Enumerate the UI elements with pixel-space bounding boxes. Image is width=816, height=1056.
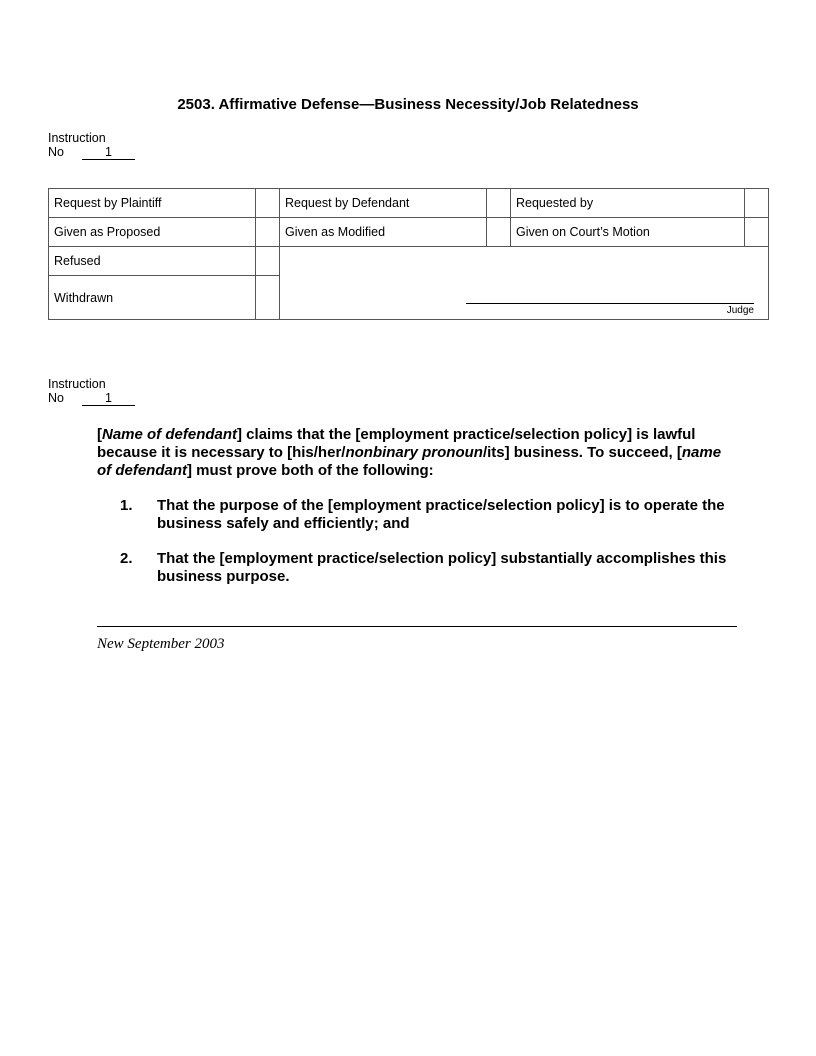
given-as-modified-label: Given as Modified bbox=[280, 218, 487, 247]
instruction-label: Instruction bbox=[48, 377, 106, 391]
given-as-proposed-label: Given as Proposed bbox=[49, 218, 256, 247]
requested-by-checkbox[interactable] bbox=[745, 189, 769, 218]
list-item bbox=[120, 550, 740, 586]
given-on-courts-motion-label: Given on Court’s Motion bbox=[511, 218, 745, 247]
refused-label: Refused bbox=[49, 247, 256, 276]
instruction-number-block bbox=[48, 131, 135, 160]
no-label: No bbox=[48, 391, 64, 405]
given-as-modified-checkbox[interactable] bbox=[487, 218, 511, 247]
request-by-defendant-checkbox[interactable] bbox=[487, 189, 511, 218]
page-title: 2503. Affirmative Defense—Business Necessity/Job Relatedness bbox=[177, 96, 639, 113]
instruction-body-paragraph: [Name of defendant] claims that the [employment practice/selection policy] is lawful because it is necessary to [his/her/nonbinary pronoun/its] business. To succeed, [name of defendant] must prove both of the following: bbox=[97, 426, 722, 479]
withdrawn-checkbox[interactable] bbox=[256, 276, 280, 320]
requested-by-label: Requested by bbox=[511, 189, 745, 218]
refused-checkbox[interactable] bbox=[256, 247, 280, 276]
instruction-number-block-2 bbox=[48, 377, 135, 406]
withdrawn-label: Withdrawn bbox=[49, 276, 256, 320]
given-on-courts-motion-checkbox[interactable] bbox=[745, 218, 769, 247]
placeholder-name-of-defendant: name of defendant bbox=[97, 444, 722, 479]
placeholder-name-of-defendant: Name of defendant bbox=[102, 426, 238, 443]
no-label: No bbox=[48, 145, 64, 159]
given-as-proposed-checkbox[interactable] bbox=[256, 218, 280, 247]
instruction-number: 1 bbox=[82, 392, 135, 406]
placeholder-nonbinary-pronoun: nonbinary pronoun bbox=[345, 444, 483, 461]
judge-signature-line[interactable] bbox=[466, 303, 754, 304]
request-by-plaintiff-checkbox[interactable] bbox=[256, 189, 280, 218]
section-divider bbox=[97, 626, 737, 627]
judge-signature-area bbox=[280, 247, 769, 320]
list-item-number: 1. bbox=[120, 497, 133, 514]
instruction-label: Instruction bbox=[48, 131, 106, 145]
request-status-table bbox=[48, 188, 769, 320]
request-by-defendant-label: Request by Defendant bbox=[280, 189, 487, 218]
judge-label: Judge bbox=[726, 305, 754, 316]
list-item-text: That the purpose of the [employment practice/selection policy] is to operate the business safely and efficiently; and bbox=[157, 497, 725, 532]
request-by-plaintiff-label: Request by Plaintiff bbox=[49, 189, 256, 218]
history-note: New September 2003 bbox=[97, 636, 225, 652]
list-item bbox=[120, 497, 740, 533]
list-item-text: That the [employment practice/selection policy] substantially accomplishes this business purpose. bbox=[157, 550, 727, 585]
instruction-number: 1 bbox=[82, 146, 135, 160]
list-item-number: 2. bbox=[120, 550, 133, 567]
